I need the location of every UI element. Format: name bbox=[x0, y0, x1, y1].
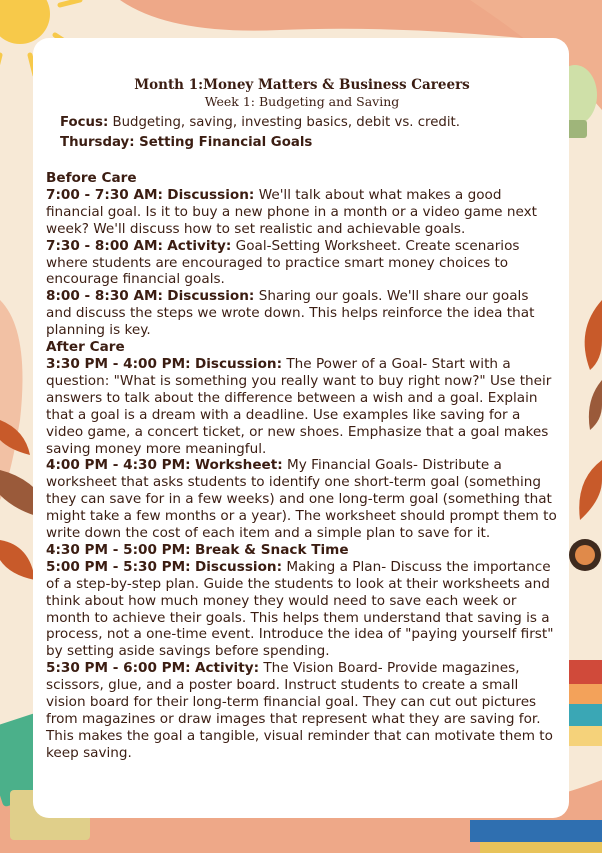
item-text: The Power of a Goal- Start with a question: "What is something you really want to buy right now?" Use their answers to talk about the difference between a wish and a goal. Explain that a goal is a dream with a deadline. Use examples like saving for a video game, a concert ticket, or new shoes. Emphasize that a goal makes saving money more meaningful. bbox=[46, 355, 552, 457]
schedule-item bbox=[46, 288, 558, 339]
item-kind: Break & Snack Time bbox=[194, 541, 349, 558]
item-text: Sharing our goals. We'll share our goals and discuss the steps we wrote down. This helps reinforce the idea that planning is key. bbox=[46, 288, 535, 339]
schedule-item bbox=[46, 356, 558, 457]
item-kind: Activity: bbox=[194, 660, 260, 677]
item-text: My Financial Goals- Distribute a worksheet that asks students to identify one short-term goal (something they can save for in a few weeks) and one long-term goal (something that might take a few months or a year). The worksheet should prompt them to write down the cost of each item and a simple plan to save for it. bbox=[46, 457, 557, 542]
item-text: We'll talk about what makes a good financial goal. Is it to buy a new phone in a month or a video game next week? We'll discuss how to set realistic and achievable goals. bbox=[46, 186, 537, 237]
item-kind: Discussion: bbox=[194, 558, 283, 575]
item-kind: Discussion: bbox=[194, 355, 283, 372]
schedule-content bbox=[46, 76, 558, 762]
item-text: Goal-Setting Worksheet. Create scenarios where students are encouraged to practice smart money choices to encourage financial goals. bbox=[46, 237, 520, 288]
page-subtitle: Week 1: Budgeting and Saving bbox=[204, 94, 400, 109]
schedule-item bbox=[46, 542, 558, 559]
item-time: 7:00 - 7:30 AM: bbox=[46, 186, 163, 203]
after-care-heading: After Care bbox=[46, 339, 125, 356]
focus-text: Budgeting, saving, investing basics, debit vs. credit. bbox=[112, 115, 460, 130]
page-title: Month 1:Money Matters & Business Careers bbox=[134, 77, 470, 93]
schedule-item bbox=[46, 238, 558, 289]
item-kind: Activity: bbox=[167, 237, 232, 254]
day-title bbox=[46, 133, 558, 153]
leaf-branch-icon bbox=[569, 300, 602, 571]
item-time: 5:00 PM - 5:30 PM: bbox=[46, 558, 191, 575]
day-title-text: Thursday: Setting Financial Goals bbox=[60, 135, 313, 150]
item-kind: Discussion: bbox=[167, 288, 255, 305]
schedule-item bbox=[46, 187, 558, 238]
focus-line bbox=[46, 113, 558, 133]
item-kind: Worksheet: bbox=[194, 457, 283, 474]
item-text: Making a Plan- Discuss the importance of a step-by-step plan. Guide the students to look at their worksheets and think about how much money they would need to save each week or month to achieve their goals. This helps them understand that saving is a process, not a one-time event. Introduce the idea of "paying yourself first" by setting aside savings before spending. bbox=[46, 558, 554, 660]
item-time: 4:30 PM - 5:00 PM: bbox=[46, 541, 191, 558]
focus-label: Focus: bbox=[60, 115, 109, 130]
item-time: 8:00 - 8:30 AM: bbox=[46, 288, 163, 305]
schedule-body bbox=[46, 170, 558, 762]
schedule-item bbox=[46, 559, 558, 660]
item-time: 4:00 PM - 4:30 PM: bbox=[46, 457, 191, 474]
item-time: 5:30 PM - 6:00 PM: bbox=[46, 660, 191, 677]
item-kind: Discussion: bbox=[167, 186, 255, 203]
item-time: 7:30 - 8:00 AM: bbox=[46, 237, 163, 254]
before-care-heading: Before Care bbox=[46, 170, 137, 186]
item-time: 3:30 PM - 4:00 PM: bbox=[46, 355, 191, 372]
schedule-item bbox=[46, 457, 558, 542]
left-orange-blob bbox=[0, 300, 23, 500]
schedule-item bbox=[46, 660, 558, 761]
item-text: The Vision Board- Provide magazines, scissors, glue, and a poster board. Instruct students to create a small vision board for their long-term financial goal. They can cut out pictures from magazines or draw images that represent what they are saving for. This makes the goal a tangible, visual reminder that can motivate them to keep saving. bbox=[46, 660, 553, 761]
